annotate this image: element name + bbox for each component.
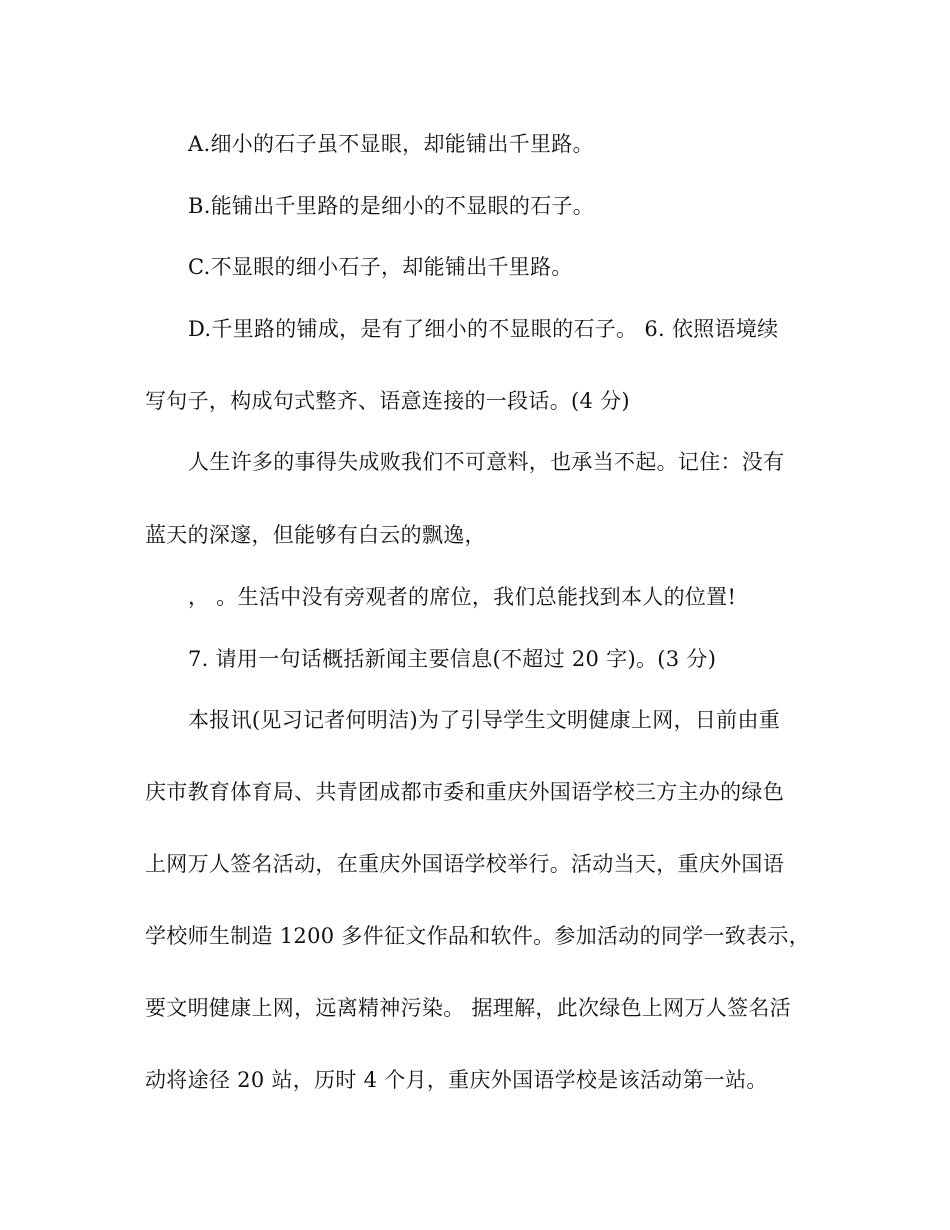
news-paragraph-line: 庆市教育体育局、共青团成都市委和重庆外国语学校三方主办的绿色: [145, 780, 784, 804]
question-6-line: 写句子，构成句式整齐、语意连接的一段话。(4 分): [145, 389, 630, 413]
paragraph-line: 蓝天的深邃，但能够有白云的飘逸，: [145, 523, 486, 547]
news-paragraph-line: 动将途径 20 站，历时 4 个月，重庆外国语学校是该活动第一站。: [145, 1068, 768, 1092]
paragraph-line: 人生许多的事得失成败我们不可意料，也承当不起。记住：没有: [188, 450, 785, 474]
option-b-line: B.能铺出千里路的是细小的不显眼的石子。: [188, 194, 595, 218]
news-paragraph-line: 上网万人签名活动，在重庆外国语学校举行。活动当天，重庆外国语: [145, 852, 784, 876]
question-7-line: 7. 请用一句话概括新闻主要信息(不超过 20 字)。(3 分): [188, 647, 717, 671]
option-a-line: A.细小的石子虽不显眼，却能铺出千里路。: [188, 132, 594, 156]
news-paragraph-line: 学校师生制造 1200 多件征文作品和软件。参加活动的同学一致表示，: [145, 924, 810, 948]
news-paragraph-line: 本报讯(见习记者何明洁)为了引导学生文明健康上网，日前由重: [188, 708, 781, 732]
option-d-line: D.千里路的铺成，是有了细小的不显眼的石子。 6. 依照语境续: [188, 317, 779, 341]
news-paragraph-line: 要文明健康上网，远离精神污染。 据理解，此次绿色上网万人签名活: [145, 996, 791, 1020]
option-c-line: C.不显眼的细小石子，却能铺出千里路。: [188, 255, 573, 279]
paragraph-line: ， 。生活中没有旁观者的席位，我们总能找到本人的位置!: [188, 585, 737, 609]
